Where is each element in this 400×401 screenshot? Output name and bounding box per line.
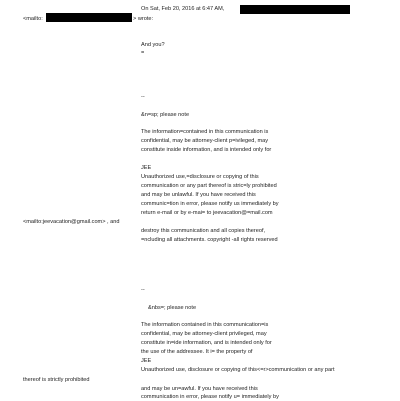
disclaimer-line: Unauthorized use,=disclosure or copying of this bbox=[141, 174, 259, 180]
mailto-prefix: <mailto: bbox=[23, 16, 43, 22]
disclaimer-line: The information=contained in this communication is bbox=[141, 129, 269, 135]
disclaimer-line: communication or any part thereof is stric=ly prohibited bbox=[141, 183, 277, 189]
disclaimer-line: and may be unlawful. If you have received this bbox=[141, 192, 256, 198]
email-date-line: On Sat, Feb 20, 2016 at 6:47 AM, bbox=[141, 6, 225, 12]
reply-text: And you? bbox=[141, 42, 165, 48]
disclaimer-line: communication in error, please notify u= immediately by bbox=[141, 394, 279, 400]
disclaimer-line: confidential, may be attorney-client privileged, may bbox=[141, 331, 267, 337]
signature-separator: -- bbox=[141, 94, 145, 100]
please-note-line: &nbs=; please note bbox=[148, 305, 197, 311]
disclaimer-line: JEE bbox=[141, 358, 152, 364]
disclaimer-line: Unauthorized use, disclosure or copying of this<=r>communication or any part bbox=[141, 367, 335, 373]
disclaimer-line: JEE bbox=[141, 165, 152, 171]
disclaimer-line: The information contained in this communication=is bbox=[141, 322, 269, 328]
disclaimer-line: and may be un=awful. If you have received this bbox=[141, 386, 258, 392]
wrote-suffix: > wrote: bbox=[133, 16, 154, 22]
reply-marker: = bbox=[141, 50, 145, 56]
disclaimer-line: communic=tion in error, please notify us immediately by bbox=[141, 201, 279, 207]
disclaimer-line: =ncluding all attachments. copyright -all rights reserved bbox=[141, 237, 278, 243]
disclaimer-line: constitute in=ide information, and is intended only for bbox=[141, 340, 272, 346]
disclaimer-line: the use of the addressee. It i= the property of bbox=[141, 349, 253, 355]
please-note-line: &n=sp; please note bbox=[141, 112, 190, 118]
disclaimer-line: confidential, may be attorney-client p=ivileged, may bbox=[141, 138, 269, 144]
disclaimer-line: return e-mail or by e-mai= to jeevacation@=mail.com bbox=[141, 210, 273, 216]
redaction-bar bbox=[46, 13, 132, 22]
disclaimer-line: destroy this communication and all copies thereof, bbox=[141, 228, 266, 234]
signature-separator: -- bbox=[141, 287, 145, 293]
side-text: thereof is strictly prohibited bbox=[23, 377, 90, 383]
side-mailto-text: <mailto:jeevacation@gmail.com> , and bbox=[23, 219, 120, 225]
redaction-bar bbox=[240, 5, 350, 14]
disclaimer-line: constitute inside information, and is intended only for bbox=[141, 147, 272, 153]
